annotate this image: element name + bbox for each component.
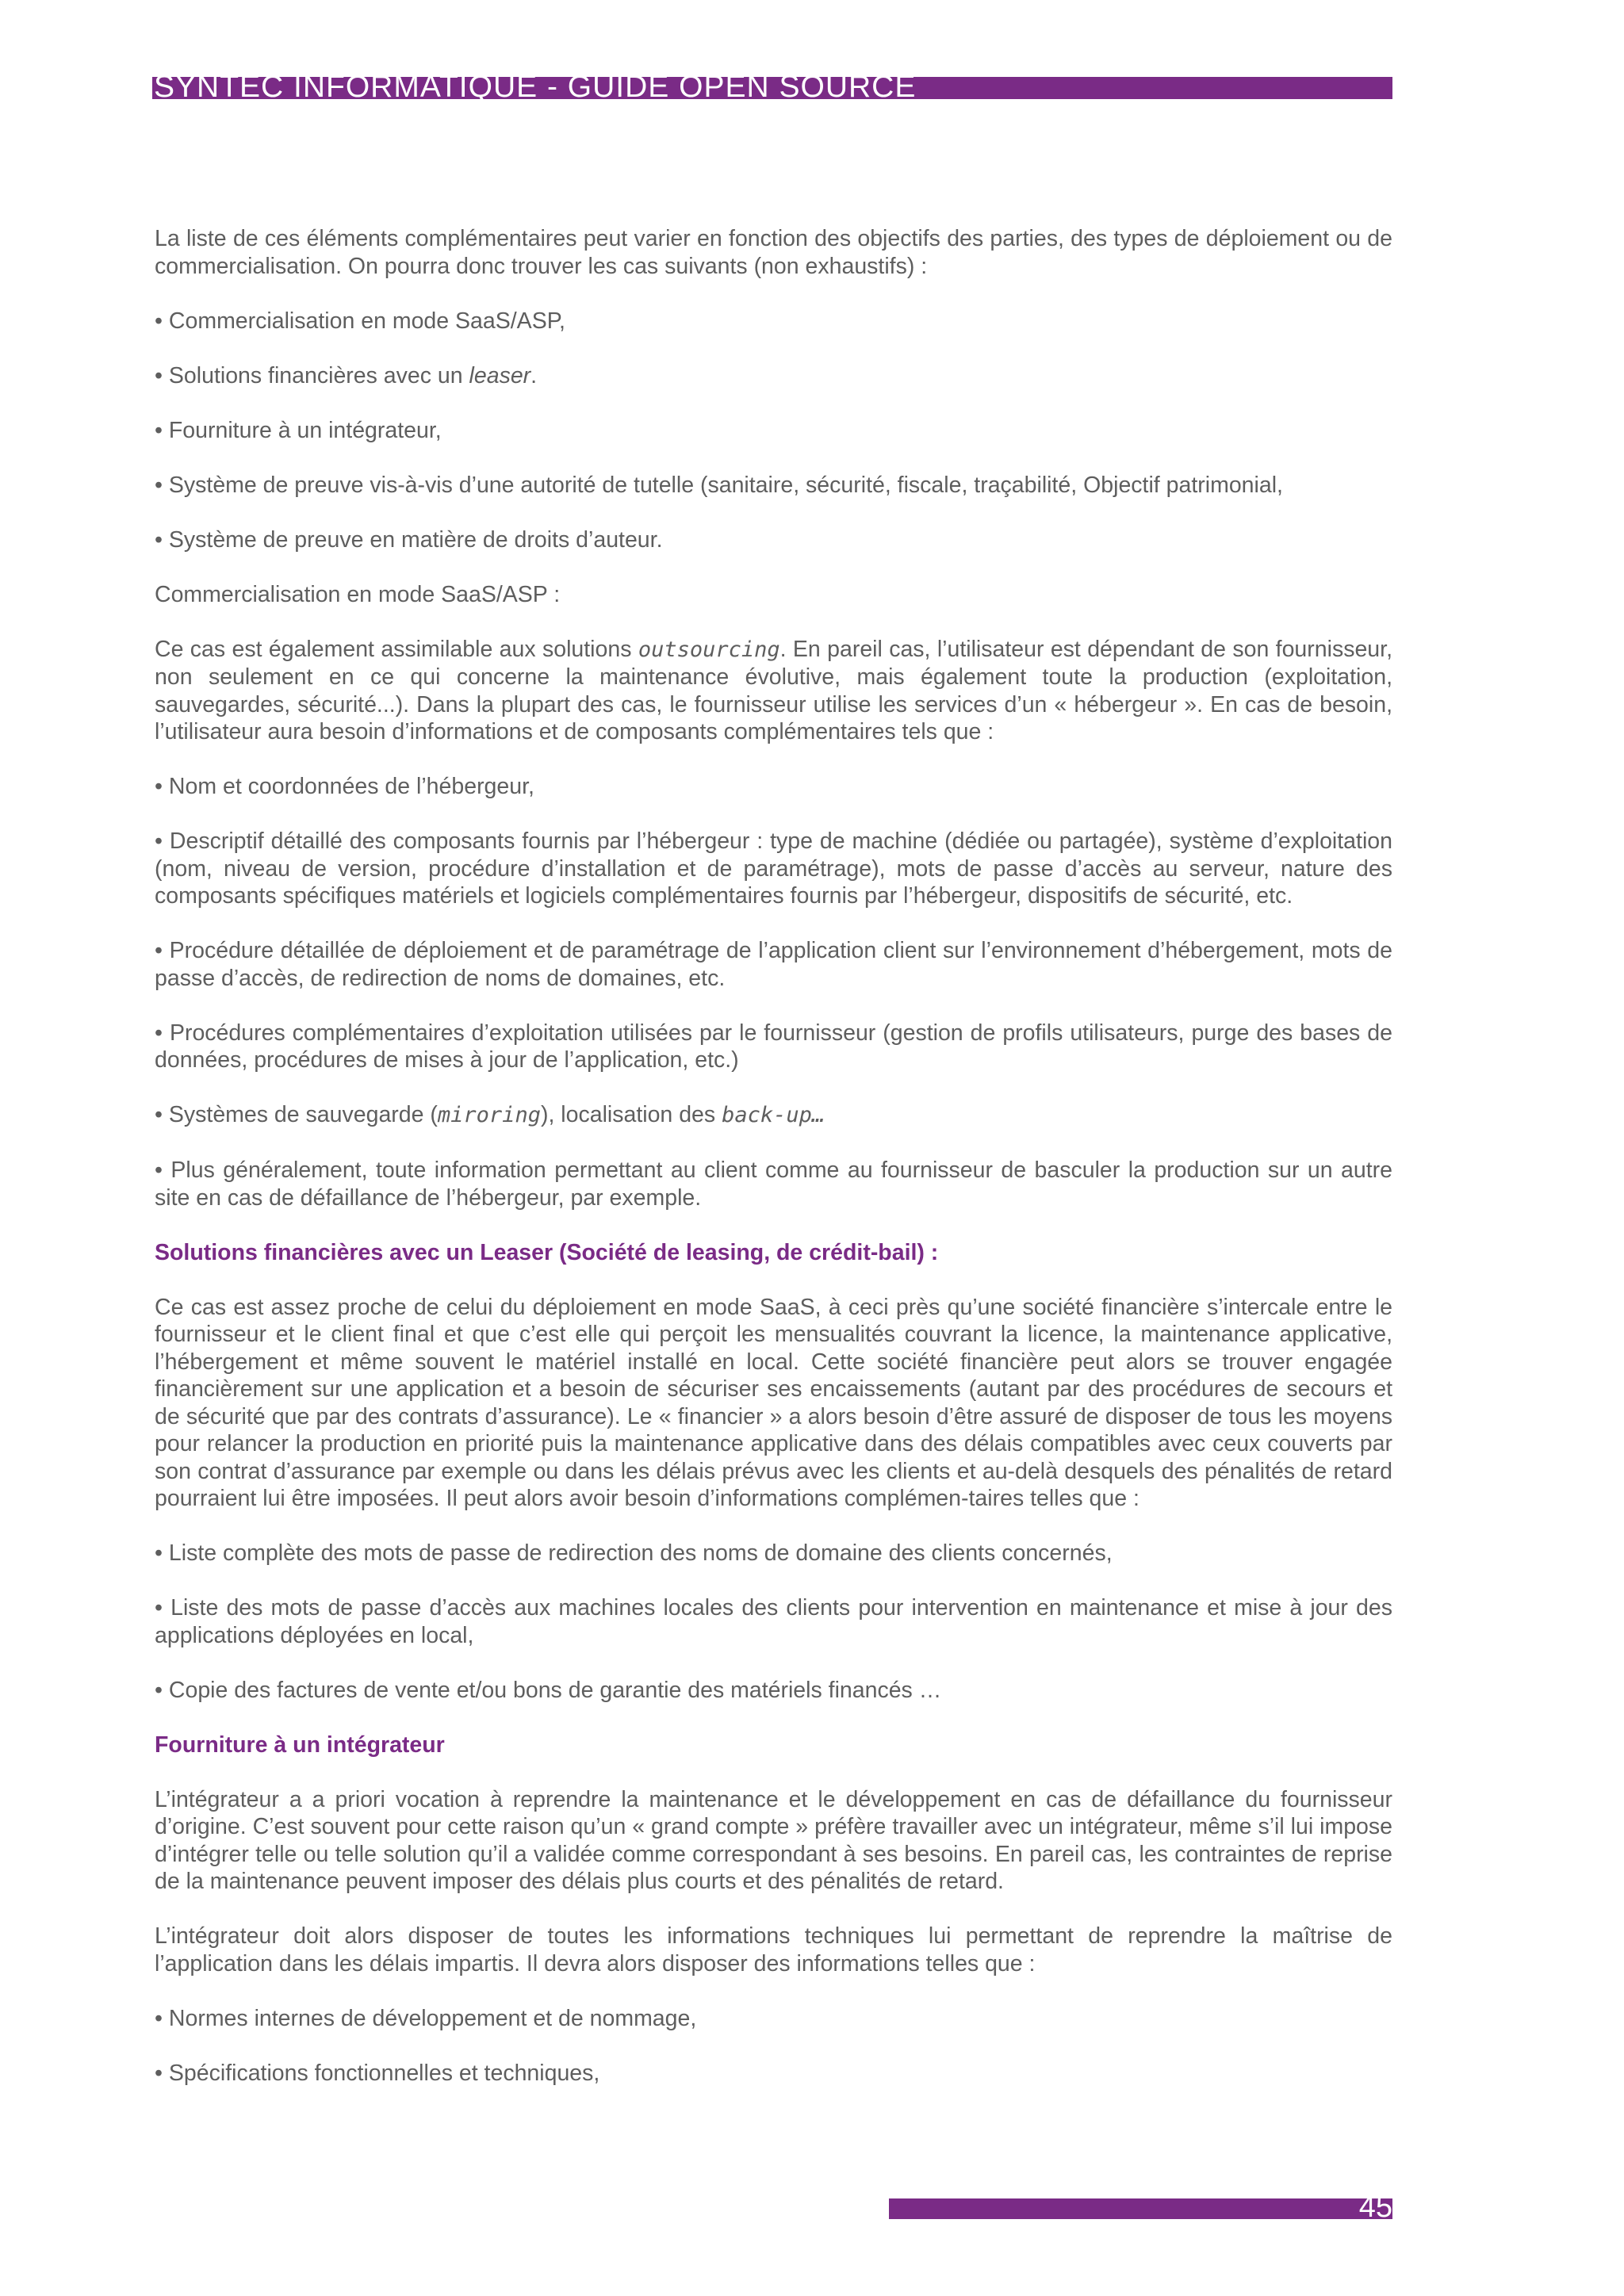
- case-item-authority: • Système de preuve vis-à-vis d’une autorité de tutelle (sanitaire, sécurité, fiscale, traçabilité, Objectif patrimonial,: [155, 472, 1283, 498]
- saas-paragraph-end: . En pareil cas, l’utilisateur est dépendant de son fournisseur, non seulement en ce qui concerne la maintenance évolutive, mais également toute la production (exploitation, sauvegardes, sécurité...). Dans la plupart des cas, le fournisseur utilise les services d’un « hébergeur ». En cas de besoin, l’utilisateur aura besoin d’informations et de composants complémentaires tels que :: [155, 636, 1392, 744]
- case-item-integrator: • Fourniture à un intégrateur,: [155, 417, 442, 443]
- integrator-bullet-norms: • Normes internes de développement et de nommage,: [155, 2005, 697, 2031]
- integrator-bullet-specs: • Spécifications fonctionnelles et techniques,: [155, 2060, 600, 2086]
- saas-bullet-general: • Plus généralement, toute information permettant au client comme au fournisseur de basculer la production sur un autre site en cas de défaillance de l’hébergeur, par exemple.: [155, 1158, 1392, 1211]
- integrator-paragraph-2: L’intégrateur doit alors disposer de toutes les informations techniques lui permettant de reprendre la maîtrise de l’application dans les délais impartis. Il devra alors disposer des informations telles que :: [155, 1923, 1392, 1976]
- leaser-bullet-machines: • Liste des mots de passe d’accès aux machines locales des clients pour intervention en maintenance et mise à jour des applications déployées en local,: [155, 1595, 1392, 1648]
- saas-bullet-backup-italic2: back-up…: [722, 1103, 825, 1127]
- saas-bullet-procedures: • Procédures complémentaires d’exploitation utilisées par le fournisseur (gestion de profils utilisateurs, purge des bases de données, procédures de mises à jour de l’application, etc.): [155, 1020, 1392, 1073]
- saas-bullet-backup: [155, 1101, 1392, 1130]
- saas-bullet-backup-mid: ), localisation des: [540, 1102, 722, 1127]
- leaser-paragraph: Ce cas est assez proche de celui du déploiement en mode SaaS, à ceci près qu’une société financière s’intercale entre le fournisseur et le client final et que c’est elle qui perçoit les mensualités couvrant la licence, la maintenance applicative, l’hébergement et même souvent le matériel installé en local. Cette société financière peut alors se trouver engagée financièrement sur une application et a besoin de sécuriser ses encaissements (autant par des procédures de secours et de sécurité que par des contrats d’assurance). Le « financier » a alors besoin d’être assuré de disposer de tous les moyens pour relancer la production en priorité puis la maintenance applicative dans des délais compatibles avec ceux couverts par son contrat d’assurance par exemple ou dans les délais prévus avec les clients et au-delà desquels des pénalités de retard pourraient lui être imposées. Il peut alors avoir besoin d’informations complémen-taires telles que :: [155, 1294, 1392, 1511]
- saas-bullet-host: • Nom et coordonnées de l’hébergeur,: [155, 774, 534, 799]
- saas-paragraph-start: Ce cas est également assimilable aux solutions: [155, 636, 638, 662]
- case-item-leaser-italic: leaser: [469, 362, 531, 388]
- case-item-saas: • Commercialisation en mode SaaS/ASP,: [155, 308, 565, 334]
- running-header-title: SYNTEC INFORMATIQUE - GUIDE OPEN SOURCE: [154, 70, 917, 104]
- case-item-leaser-end: .: [530, 362, 538, 388]
- case-item-leaser-text: • Solutions financières avec un: [155, 362, 469, 388]
- page-number: 45: [1358, 2191, 1392, 2224]
- intro-paragraph: La liste de ces éléments complémentaires peut varier en fonction des objectifs des parties, des types de déploiement ou de commercialisation. On pourra donc trouver les cas suivants (non exhaustifs) :: [155, 226, 1392, 279]
- saas-bullet-deployment: • Procédure détaillée de déploiement et de paramétrage de l’application client sur l’environnement d’hébergement, mots de passe d’accès, de redirection de noms de domaines, etc.: [155, 938, 1392, 991]
- saas-bullet-components: • Descriptif détaillé des composants fournis par l’hébergeur : type de machine (dédiée ou partagée), système d’exploitation (nom, niveau de version, procédure d’installation et de paramétrage), mots de passe d’accès au serveur, nature des composants spécifiques matériels et logiciels complémentaires fournis par l’hébergeur, dispositifs de sécurité, etc.: [155, 828, 1392, 909]
- case-item-leaser: [155, 362, 1392, 390]
- integrator-heading: Fourniture à un intégrateur: [155, 1732, 445, 1758]
- saas-bullet-backup-italic1: miroring: [437, 1103, 541, 1127]
- page-body: [155, 225, 1392, 2114]
- saas-bullet-backup-start: • Systèmes de sauvegarde (: [155, 1102, 438, 1127]
- integrator-paragraph-1: L’intégrateur a a priori vocation à reprendre la maintenance et le développement en cas de défaillance du fournisseur d’origine. C’est souvent pour cette raison qu’un « grand compte » préfère travailler avec un intégrateur, même s’il lui impose d’intégrer telle ou telle solution qu’il a validée comme correspondant à ses besoins. En pareil cas, les contraintes de reprise de la maintenance peuvent imposer des délais plus courts et des pénalités de retard.: [155, 1786, 1392, 1894]
- saas-paragraph: [155, 636, 1392, 746]
- leaser-bullet-passwords: • Liste complète des mots de passe de redirection des noms de domaine des clients concernés,: [155, 1540, 1113, 1566]
- leaser-bullet-invoices: • Copie des factures de vente et/ou bons de garantie des matériels financés …: [155, 1677, 942, 1703]
- case-item-copyright: • Système de preuve en matière de droits d’auteur.: [155, 526, 663, 553]
- saas-label: Commercialisation en mode SaaS/ASP :: [155, 581, 561, 607]
- leaser-heading: Solutions financières avec un Leaser (Société de leasing, de crédit-bail) :: [155, 1239, 939, 1265]
- footer-bar: [889, 2198, 1392, 2219]
- saas-paragraph-italic: outsourcing: [638, 637, 780, 662]
